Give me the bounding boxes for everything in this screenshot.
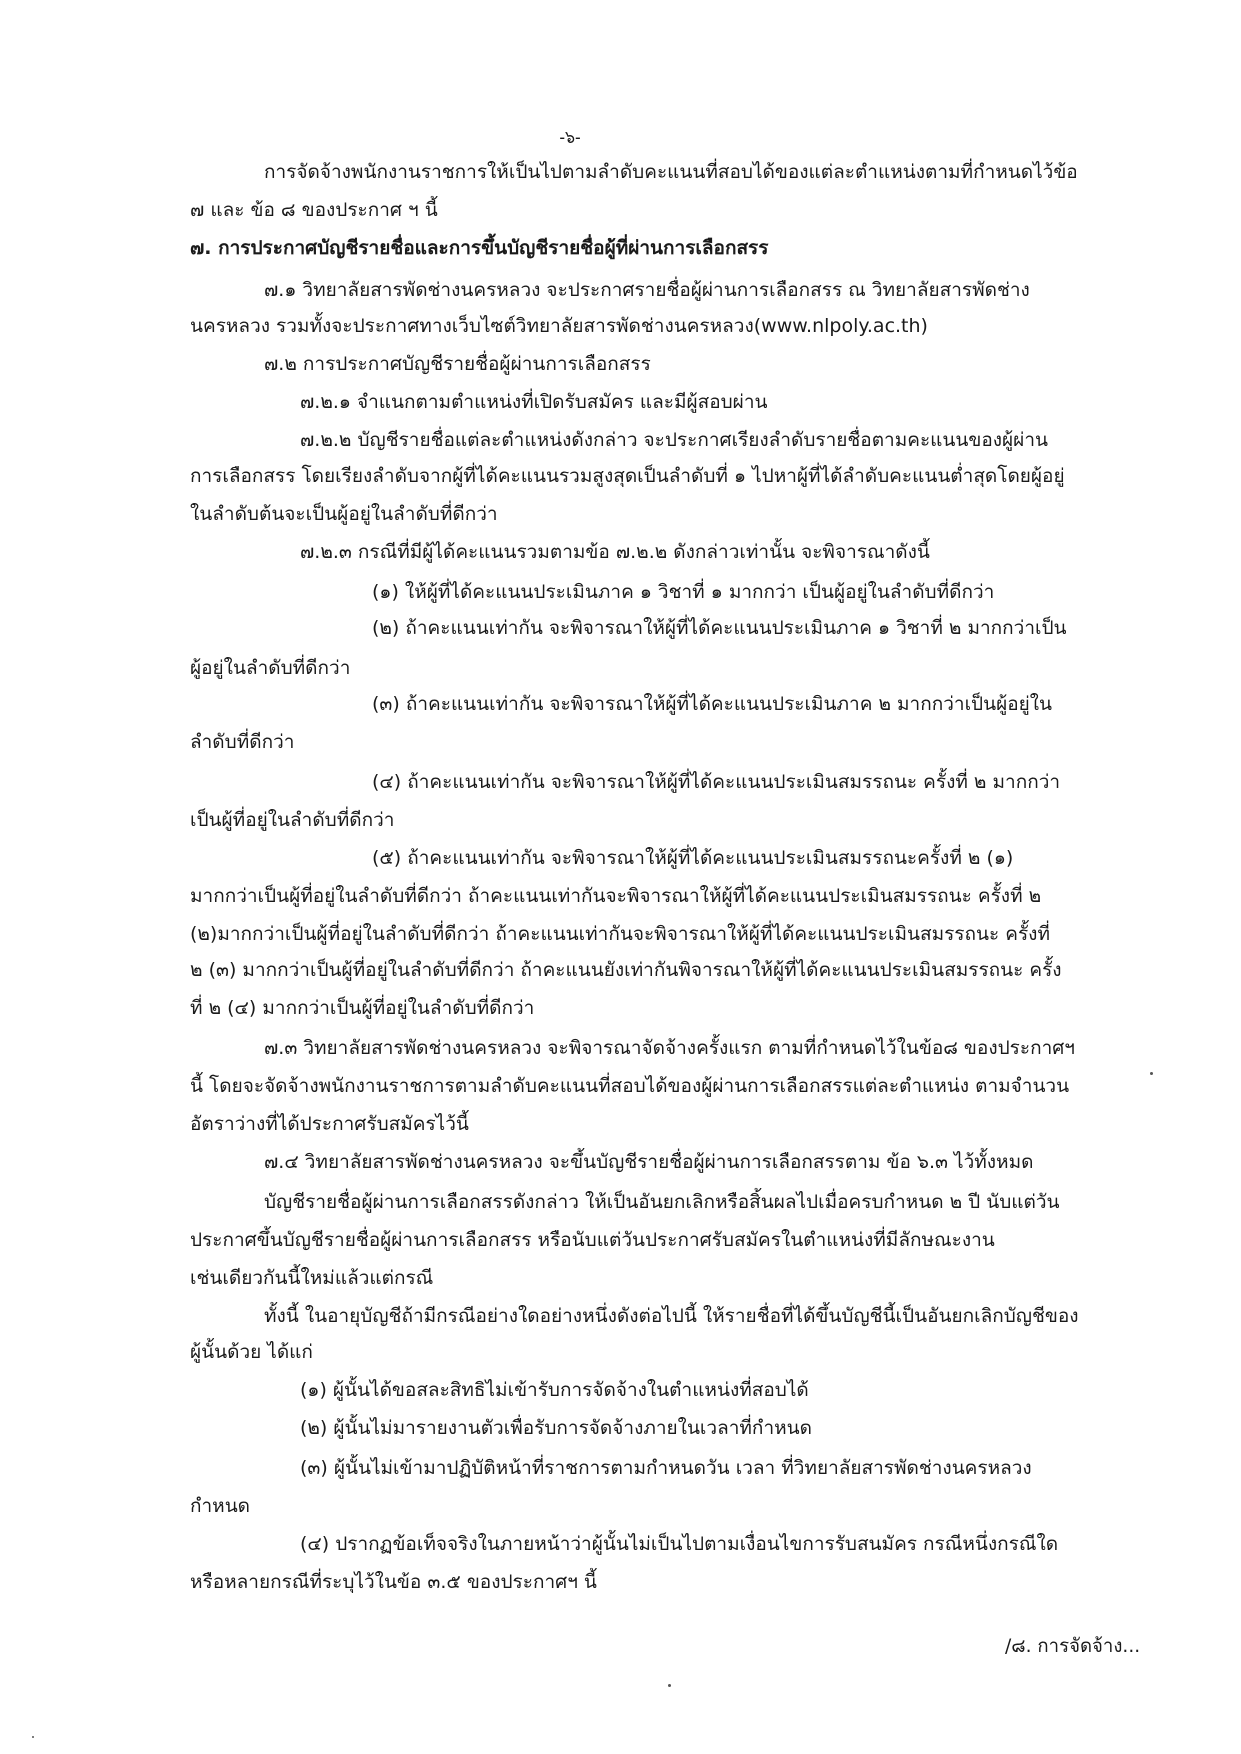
text-line: (๔) ปรากฏข้อเท็จจริงในภายหน้าว่าผู้นั้นไม่เป็นไปตามเงื่อนไขการรับสนมัคร กรณีหนึ่งกรณีใด: [300, 1533, 1059, 1555]
text-line: ๗.๒.๑ จำแนกตามตำแหน่งที่เปิดรับสมัคร และมีผู้สอบผ่าน: [300, 391, 768, 413]
text-line: ๗ และ ข้อ ๘ ของประกาศ ฯ นี้: [190, 199, 438, 221]
text-line: ๗.๔ วิทยาลัยสารพัดช่างนครหลวง จะขึ้นบัญชีรายชื่อผู้ผ่านการเลือกสรรตาม ข้อ ๖.๓ ไว้ทั้งหมด: [264, 1151, 1034, 1173]
scan-speck: [1150, 1072, 1153, 1075]
text-line: (๒) ถ้าคะแนนเท่ากัน จะพิจารณาให้ผู้ที่ได้คะแนนประเมินภาค ๑ วิชาที่ ๒ มากกว่าเป็น: [372, 617, 1067, 639]
continuation-note: /๘. การจัดจ้าง...: [1004, 1635, 1140, 1657]
text-line: ที่ ๒ (๔) มากกว่าเป็นผู้ที่อยู่ในลำดับที่ดีกว่า: [190, 997, 535, 1019]
scan-speck: [668, 1684, 671, 1687]
text-line: มากกว่าเป็นผู้ที่อยู่ในลำดับที่ดีกว่า ถ้าคะแนนเท่ากันจะพิจารณาให้ผู้ที่ได้คะแนนประเมินสมรรถนะ ครั้งที่ ๒: [190, 885, 1042, 907]
text-line: กำหนด: [190, 1495, 251, 1517]
text-line: (๒)มากกว่าเป็นผู้ที่อยู่ในลำดับที่ดีกว่า ถ้าคะแนนเท่ากันจะพิจารณาให้ผู้ที่ได้คะแนนประเมินสมรรถนะ ครั้งที่: [190, 923, 1050, 945]
text-line: เช่นเดียวกันนี้ใหม่แล้วแต่กรณี: [190, 1267, 434, 1289]
text-line: (๕) ถ้าคะแนนเท่ากัน จะพิจารณาให้ผู้ที่ได้คะแนนประเมินสมรรถนะครั้งที่ ๒ (๑): [372, 847, 1014, 869]
text-line: (๔) ถ้าคะแนนเท่ากัน จะพิจารณาให้ผู้ที่ได้คะแนนประเมินสมรรถนะ ครั้งที่ ๒ มากกว่า: [372, 771, 1061, 793]
text-line: การจัดจ้างพนักงานราชการให้เป็นไปตามลำดับคะแนนที่สอบได้ของแต่ละตำแหน่งตามที่กำหนดไว้ข้อ: [264, 161, 1078, 183]
scan-speck: [32, 1736, 34, 1738]
text-line: ๗.๒ การประกาศบัญชีรายชื่อผู้ผ่านการเลือกสรร: [264, 353, 651, 375]
text-line: หรือหลายกรณีที่ระบุไว้ในข้อ ๓.๕ ของประกาศฯ นี้: [190, 1571, 597, 1593]
text-line: นี้ โดยจะจัดจ้างพนักงานราชการตามลำดับคะแนนที่สอบได้ของผู้ผ่านการเลือกสรรแต่ละตำแหน่ง ตามจำนวน: [190, 1075, 1070, 1097]
text-line: ลำดับที่ดีกว่า: [190, 731, 295, 753]
text-line: ๒ (๓) มากกว่าเป็นผู้ที่อยู่ในลำดับที่ดีกว่า ถ้าคะแนนยังเท่ากันพิจารณาให้ผู้ที่ได้คะแนนประเมินสมรรถนะ ครั้ง: [190, 959, 1062, 981]
text-line: (๒) ผู้นั้นไม่มารายงานตัวเพื่อรับการจัดจ้างภายในเวลาที่กำหนด: [300, 1417, 812, 1439]
text-line: (๓) ผู้นั้นไม่เข้ามาปฏิบัติหน้าที่ราชการตามกำหนดวัน เวลา ที่วิทยาลัยสารพัดช่างนครหลวง: [300, 1457, 1032, 1479]
text-line: ผู้อยู่ในลำดับที่ดีกว่า: [190, 657, 351, 679]
text-line: ๗.๓ วิทยาลัยสารพัดช่างนครหลวง จะพิจารณาจัดจ้างครั้งแรก ตามที่กำหนดไว้ในข้อ๘ ของประกาศฯ: [264, 1037, 1075, 1059]
text-line: ทั้งนี้ ในอายุบัญชีถ้ามีกรณีอย่างใดอย่างหนึ่งดังต่อไปนี้ ให้รายชื่อที่ได้ขึ้นบัญชีนี้เป็นอันยกเลิกบัญชีของ: [264, 1305, 1079, 1327]
text-line: ๗.๑ วิทยาลัยสารพัดช่างนครหลวง จะประกาศรายชื่อผู้ผ่านการเลือกสรร ณ วิทยาลัยสารพัดช่าง: [264, 279, 1030, 301]
section-heading: ๗. การประกาศบัญชีรายชื่อและการขึ้นบัญชีรายชื่อผู้ที่ผ่านการเลือกสรร: [190, 237, 769, 259]
text-line: บัญชีรายชื่อผู้ผ่านการเลือกสรรดังกล่าว ให้เป็นอันยกเลิกหรือสิ้นผลไปเมื่อครบกำหนด ๒ ปี นับแต่วัน: [264, 1191, 1060, 1213]
text-line: (๑) ผู้นั้นได้ขอสละสิทธิไม่เข้ารับการจัดจ้างในตำแหน่งที่สอบได้: [300, 1379, 809, 1401]
text-line: ในลำดับต้นจะเป็นผู้อยู่ในลำดับที่ดีกว่า: [190, 503, 498, 525]
text-line: นครหลวง รวมทั้งจะประกาศทางเว็บไซต์วิทยาลัยสารพัดช่างนครหลวง(www.nlpoly.ac.th): [190, 315, 928, 337]
text-line: ๗.๒.๒ บัญชีรายชื่อแต่ละตำแหน่งดังกล่าว จะประกาศเรียงลำดับรายชื่อตามคะแนนของผู้ผ่าน: [300, 429, 1048, 451]
text-line: อัตราว่างที่ได้ประกาศรับสมัครไว้นี้: [190, 1113, 469, 1135]
text-line: ผู้นั้นด้วย ได้แก่: [190, 1341, 313, 1363]
text-line: การเลือกสรร โดยเรียงลำดับจากผู้ที่ได้คะแนนรวมสูงสุดเป็นลำดับที่ ๑ ไปหาผู้ที่ได้ลำดับคะแนนต่ำสุดโดยผู้อยู่: [190, 465, 1065, 487]
text-line: ประกาศขึ้นบัญชีรายชื่อผู้ผ่านการเลือกสรร หรือนับแต่วันประกาศรับสมัครในตำแหน่งที่มีลักษณะงาน: [190, 1229, 995, 1251]
text-line: เป็นผู้ที่อยู่ในลำดับที่ดีกว่า: [190, 809, 395, 831]
text-line: (๑) ให้ผู้ที่ได้คะแนนประเมินภาค ๑ วิชาที่ ๑ มากกว่า เป็นผู้อยู่ในลำดับที่ดีกว่า: [372, 581, 995, 603]
page-number: -๖-: [559, 127, 581, 148]
text-line: ๗.๒.๓ กรณีที่มีผู้ได้คะแนนรวมตามข้อ ๗.๒.๒ ดังกล่าวเท่านั้น จะพิจารณาดังนี้: [300, 541, 930, 563]
text-line: (๓) ถ้าคะแนนเท่ากัน จะพิจารณาให้ผู้ที่ได้คะแนนประเมินภาค ๒ มากกว่าเป็นผู้อยู่ใน: [372, 693, 1053, 715]
